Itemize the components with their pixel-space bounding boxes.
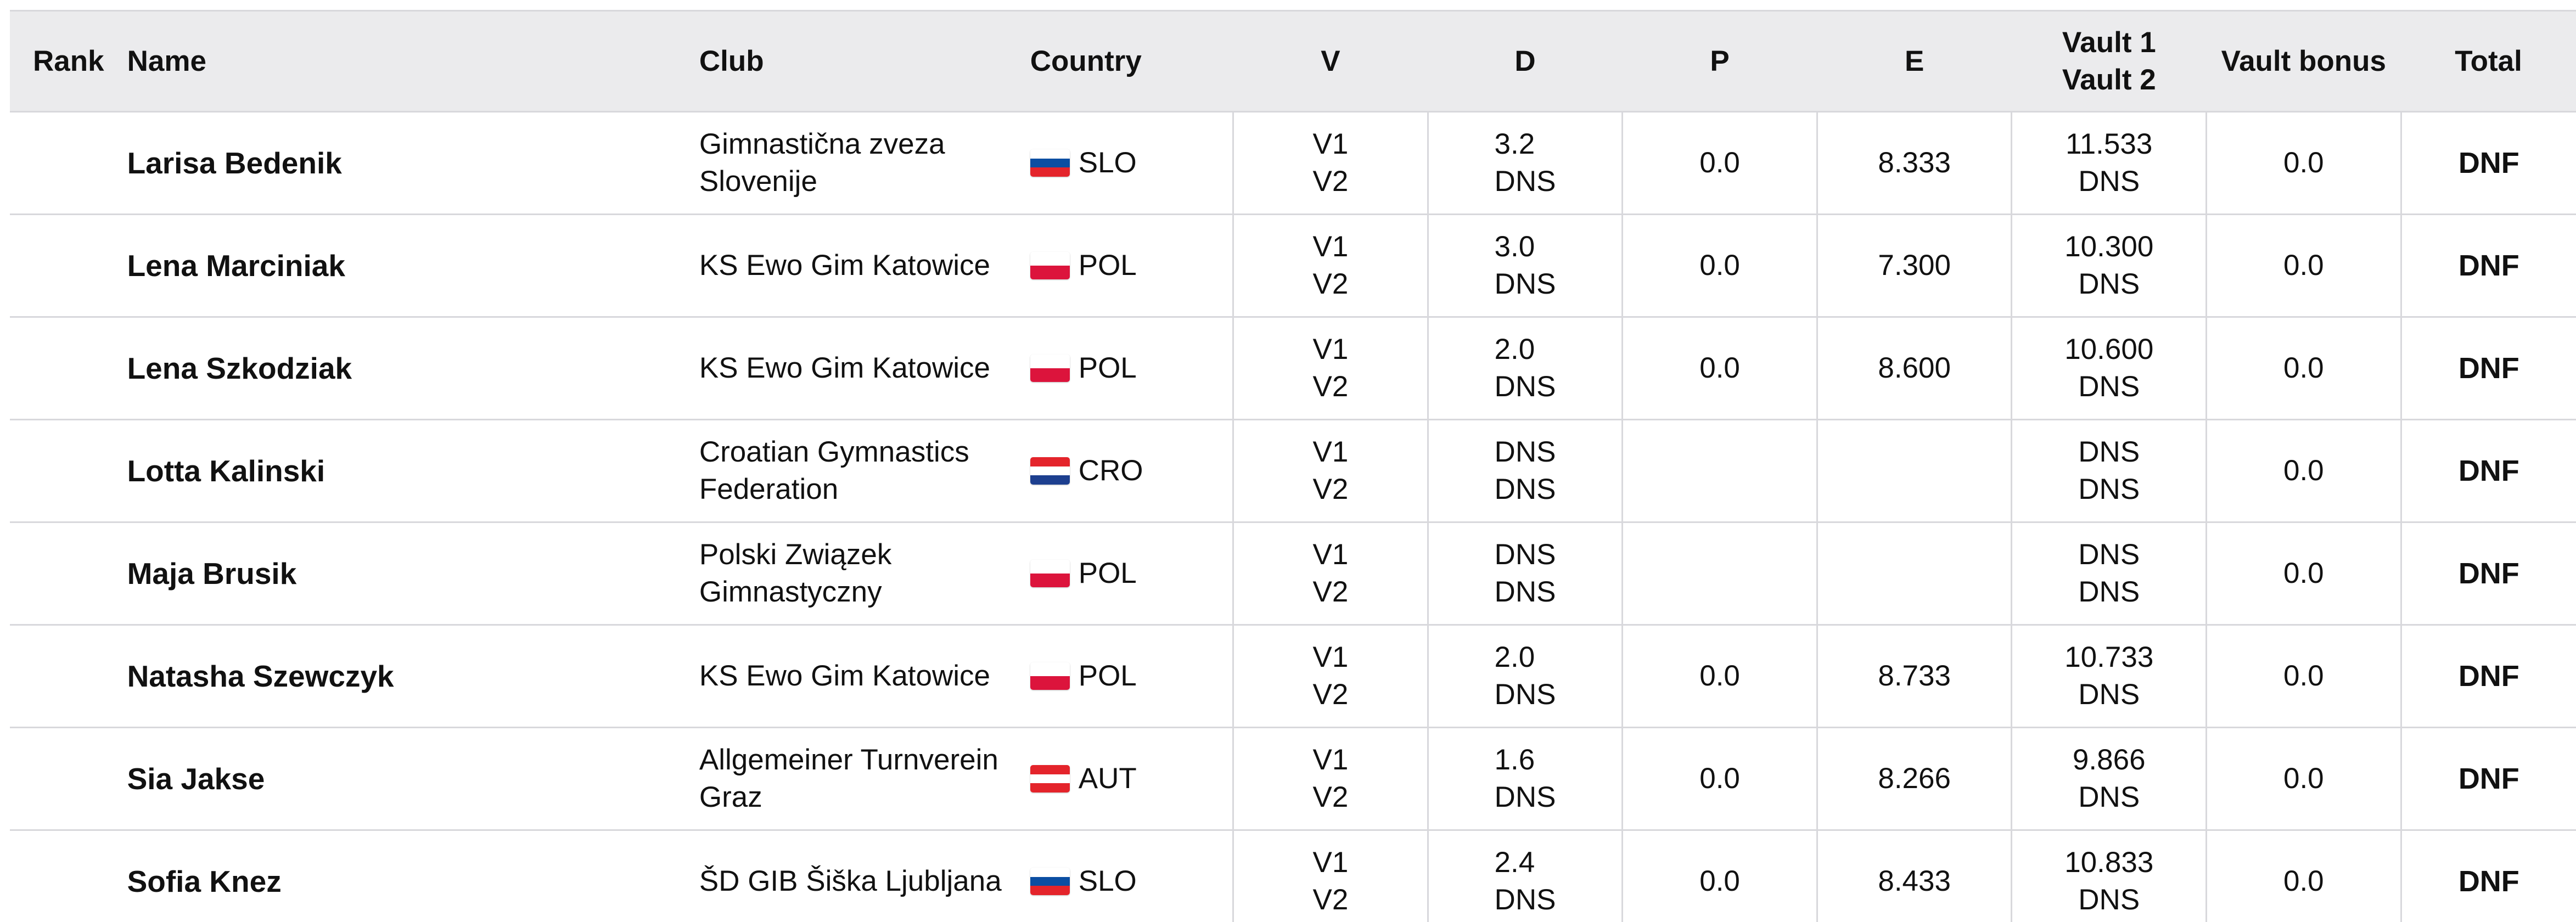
- vault-2-score: DNS: [2078, 576, 2140, 608]
- d-score-vault-1: DNS: [1494, 436, 1556, 468]
- country-cell: [1030, 317, 1233, 420]
- vault-number-stack: [1313, 331, 1349, 406]
- country-flag-icon: [1030, 457, 1070, 485]
- vault-2-score: DNS: [2078, 473, 2140, 505]
- country-cell: [1030, 625, 1233, 728]
- total-cell: DNF: [2401, 625, 2576, 728]
- table-header: [10, 11, 2576, 112]
- vault-1-score: 10.833: [2064, 846, 2154, 879]
- vault-score-stack: [2064, 844, 2153, 919]
- country-column-header[interactable]: Country: [1030, 11, 1233, 112]
- country-code: SLO: [1078, 865, 1137, 897]
- country-code: POL: [1078, 557, 1137, 589]
- country-flag-icon: [1030, 765, 1070, 792]
- vault-2-label: V2: [1312, 268, 1349, 300]
- total-cell: DNF: [2401, 522, 2576, 625]
- d-score-stack: [1495, 536, 1556, 611]
- flag-band: [1030, 877, 1070, 886]
- d-score-cell: [1428, 317, 1623, 420]
- d-column-header[interactable]: D: [1428, 11, 1623, 112]
- d-score-cell: [1428, 112, 1623, 215]
- vault-1-label: V1: [1312, 641, 1349, 673]
- penalty-cell: 0.0: [1623, 112, 1817, 215]
- club-name: KS Ewo Gim Katowice: [699, 317, 1030, 420]
- flag-band: [1030, 159, 1070, 168]
- country-code: CRO: [1078, 454, 1143, 487]
- country-flag-icon: [1030, 149, 1070, 177]
- country-wrap: [1030, 350, 1232, 387]
- rank-cell: [10, 215, 127, 317]
- vault-number-cell: [1233, 215, 1428, 317]
- flag-band: [1030, 149, 1070, 159]
- d-score-vault-1: DNS: [1494, 538, 1556, 571]
- vault-column-header[interactable]: [2012, 11, 2207, 112]
- vault-number-stack: [1313, 434, 1349, 508]
- d-score-vault-2: DNS: [1494, 678, 1556, 711]
- e-score-cell: 8.333: [1817, 112, 2012, 215]
- club-column-header[interactable]: Club: [699, 11, 1030, 112]
- vault-1-label: V1: [1312, 231, 1349, 263]
- flag-band: [1030, 560, 1070, 574]
- d-score-vault-1: 2.0: [1494, 333, 1535, 366]
- country-code: AUT: [1078, 762, 1137, 795]
- e-score-cell: [1817, 522, 2012, 625]
- vault-score-cell: [2012, 215, 2207, 317]
- club-name: ŠD GIB Šiška Ljubljana: [699, 830, 1030, 922]
- rank-cell: [10, 112, 127, 215]
- d-score-vault-2: DNS: [1494, 473, 1556, 505]
- athlete-name: Lena Marciniak: [127, 215, 699, 317]
- d-score-vault-1: 2.4: [1494, 846, 1535, 879]
- vault-score-cell: [2012, 830, 2207, 922]
- vault-number-cell: [1233, 522, 1428, 625]
- table-row[interactable]: [10, 112, 2576, 215]
- d-score-stack: [1495, 126, 1556, 200]
- total-cell: DNF: [2401, 317, 2576, 420]
- country-cell: [1030, 830, 1233, 922]
- table-row[interactable]: [10, 522, 2576, 625]
- vault-2-score: DNS: [2078, 781, 2140, 813]
- vault-score-stack: [2078, 434, 2140, 508]
- country-wrap: [1030, 863, 1232, 900]
- vault-bonus-cell: 0.0: [2207, 522, 2401, 625]
- club-name: Polski Związek Gimnastyczny: [699, 522, 1030, 625]
- table-row[interactable]: [10, 420, 2576, 522]
- country-flag-icon: [1030, 355, 1070, 382]
- header-row: [10, 11, 2576, 112]
- athlete-name: Lena Szkodziak: [127, 317, 699, 420]
- vault-number-cell: [1233, 830, 1428, 922]
- vault-1-score: 9.866: [2072, 744, 2146, 776]
- rank-cell: [10, 522, 127, 625]
- vault-number-cell: [1233, 112, 1428, 215]
- vault-bonus-cell: 0.0: [2207, 317, 2401, 420]
- table-body: [10, 112, 2576, 922]
- d-score-stack: [1495, 639, 1556, 713]
- v-column-header[interactable]: V: [1233, 11, 1428, 112]
- total-cell: DNF: [2401, 215, 2576, 317]
- vault-score-stack: [2064, 639, 2153, 713]
- vault-bonus-cell: 0.0: [2207, 112, 2401, 215]
- flag-band: [1030, 774, 1070, 784]
- flag-band: [1030, 765, 1070, 774]
- flag-band: [1030, 167, 1070, 177]
- flag-band: [1030, 457, 1070, 466]
- vault-1-label: V1: [1312, 538, 1349, 571]
- table-row[interactable]: [10, 625, 2576, 728]
- vault-number-cell: [1233, 728, 1428, 830]
- country-code: POL: [1078, 352, 1137, 384]
- country-cell: [1030, 215, 1233, 317]
- country-cell: [1030, 112, 1233, 215]
- club-name: KS Ewo Gim Katowice: [699, 625, 1030, 728]
- d-score-cell: [1428, 420, 1623, 522]
- vault-bonus-cell: 0.0: [2207, 728, 2401, 830]
- country-cell: [1030, 420, 1233, 522]
- vault-1-score: DNS: [2078, 436, 2140, 468]
- country-code: POL: [1078, 660, 1137, 692]
- vault-score-cell: [2012, 420, 2207, 522]
- vault-bonus-column-header[interactable]: Vault bonus: [2207, 11, 2401, 112]
- country-flag-icon: [1030, 868, 1070, 895]
- rank-cell: [10, 830, 127, 922]
- vault-number-stack: [1313, 536, 1349, 611]
- d-score-vault-2: DNS: [1494, 576, 1556, 608]
- vault-2-score: DNS: [2078, 678, 2140, 711]
- vault-2-label: V2: [1312, 678, 1349, 711]
- d-score-stack: [1495, 741, 1556, 816]
- vault-number-stack: [1313, 741, 1349, 816]
- vault-1-label: V1: [1312, 846, 1349, 879]
- d-score-vault-2: DNS: [1494, 370, 1556, 403]
- d-score-vault-1: 3.2: [1494, 128, 1535, 160]
- d-score-vault-2: DNS: [1494, 268, 1556, 300]
- athlete-name: Sia Jakse: [127, 728, 699, 830]
- rank-cell: [10, 317, 127, 420]
- table-row[interactable]: [10, 215, 2576, 317]
- d-score-stack: [1495, 844, 1556, 919]
- penalty-cell: 0.0: [1623, 317, 1817, 420]
- penalty-cell: 0.0: [1623, 215, 1817, 317]
- e-column-header[interactable]: E: [1817, 11, 2012, 112]
- d-score-stack: [1495, 331, 1556, 406]
- vault-number-stack: [1313, 639, 1349, 713]
- d-score-cell: [1428, 830, 1623, 922]
- d-score-cell: [1428, 215, 1623, 317]
- d-score-cell: [1428, 728, 1623, 830]
- vault-2-score: DNS: [2078, 268, 2140, 300]
- total-cell: DNF: [2401, 830, 2576, 922]
- rank-cell: [10, 420, 127, 522]
- flag-band: [1030, 466, 1070, 476]
- athlete-name: Sofia Knez: [127, 830, 699, 922]
- country-flag-icon: [1030, 662, 1070, 690]
- results-table-container: [10, 10, 2576, 922]
- e-score-cell: 8.266: [1817, 728, 2012, 830]
- athlete-name: Lotta Kalinski: [127, 420, 699, 522]
- vault-number-cell: [1233, 625, 1428, 728]
- vault-number-stack: [1313, 844, 1349, 919]
- vault-score-stack: [2078, 536, 2140, 611]
- d-score-stack: [1495, 228, 1556, 303]
- country-cell: [1030, 522, 1233, 625]
- athlete-name: Larisa Bedenik: [127, 112, 699, 215]
- flag-band: [1030, 266, 1070, 279]
- athlete-name: Natasha Szewczyk: [127, 625, 699, 728]
- flag-band: [1030, 574, 1070, 587]
- club-name: Allgemeiner Turnverein Graz: [699, 728, 1030, 830]
- athlete-name: Maja Brusik: [127, 522, 699, 625]
- club-name: KS Ewo Gim Katowice: [699, 215, 1030, 317]
- vault-number-stack: [1313, 126, 1349, 200]
- country-wrap: [1030, 452, 1232, 490]
- country-wrap: [1030, 555, 1232, 592]
- vault-1-label: V1: [1312, 436, 1349, 468]
- country-flag-icon: [1030, 560, 1070, 587]
- country-wrap: [1030, 144, 1232, 182]
- vault-score-stack: [2064, 228, 2153, 303]
- vault-2-label: V2: [1312, 370, 1349, 403]
- vault-1-score: 10.733: [2064, 641, 2154, 673]
- flag-band: [1030, 475, 1070, 485]
- vault-2-score: DNS: [2078, 165, 2140, 198]
- d-score-vault-1: 3.0: [1494, 231, 1535, 263]
- vault-score-stack: [2064, 331, 2153, 406]
- country-wrap: [1030, 657, 1232, 695]
- vault-number-stack: [1313, 228, 1349, 303]
- vault-score-cell: [2012, 728, 2207, 830]
- country-cell: [1030, 728, 1233, 830]
- vault-2-score: DNS: [2078, 884, 2140, 916]
- d-score-stack: [1495, 434, 1556, 508]
- vault-2-label: V2: [1312, 473, 1349, 505]
- name-column-header[interactable]: Name: [127, 11, 699, 112]
- e-score-cell: 8.733: [1817, 625, 2012, 728]
- flag-band: [1030, 676, 1070, 690]
- vault-2-label: V2: [1312, 781, 1349, 813]
- results-table: [10, 10, 2576, 922]
- club-name: Gimnastična zveza Slovenije: [699, 112, 1030, 215]
- p-column-header[interactable]: P: [1623, 11, 1817, 112]
- d-score-cell: [1428, 522, 1623, 625]
- total-cell: DNF: [2401, 728, 2576, 830]
- flag-band: [1030, 252, 1070, 266]
- flag-band: [1030, 868, 1070, 877]
- flag-band: [1030, 886, 1070, 895]
- vault-bonus-cell: 0.0: [2207, 420, 2401, 522]
- d-score-vault-1: 1.6: [1494, 744, 1535, 776]
- total-cell: DNF: [2401, 420, 2576, 522]
- vault-score-cell: [2012, 522, 2207, 625]
- e-score-cell: 8.433: [1817, 830, 2012, 922]
- d-score-cell: [1428, 625, 1623, 728]
- flag-band: [1030, 355, 1070, 368]
- vault-1-score: 11.533: [2066, 128, 2153, 160]
- flag-band: [1030, 368, 1070, 382]
- d-score-vault-2: DNS: [1494, 781, 1556, 813]
- country-code: SLO: [1078, 147, 1137, 179]
- total-column-header[interactable]: Total: [2401, 11, 2576, 112]
- vault-score-cell: [2012, 317, 2207, 420]
- e-score-cell: [1817, 420, 2012, 522]
- vault-2-label: V2: [1312, 165, 1349, 198]
- vault-bonus-cell: 0.0: [2207, 830, 2401, 922]
- vault-score-stack: [2066, 126, 2152, 200]
- vault-number-cell: [1233, 420, 1428, 522]
- penalty-cell: [1623, 420, 1817, 522]
- vault-number-cell: [1233, 317, 1428, 420]
- vault-bonus-cell: 0.0: [2207, 215, 2401, 317]
- vault-score-cell: [2012, 625, 2207, 728]
- vault-1-label: V1: [1312, 333, 1349, 366]
- vault-score-cell: [2012, 112, 2207, 215]
- total-cell: DNF: [2401, 112, 2576, 215]
- country-code: POL: [1078, 249, 1137, 282]
- vault-1-label: V1: [1312, 744, 1349, 776]
- rank-cell: [10, 625, 127, 728]
- rank-column-header[interactable]: Rank: [10, 11, 127, 112]
- d-score-vault-2: DNS: [1494, 165, 1556, 198]
- penalty-cell: 0.0: [1623, 830, 1817, 922]
- flag-band: [1030, 662, 1070, 676]
- vault-1-score: DNS: [2078, 538, 2140, 571]
- d-score-vault-1: 2.0: [1494, 641, 1535, 673]
- vault-1-score: 10.600: [2064, 333, 2154, 366]
- e-score-cell: 8.600: [1817, 317, 2012, 420]
- vault-score-stack: [2073, 741, 2146, 816]
- vault-2-label: V2: [1312, 576, 1349, 608]
- vault-1-header-label: Vault 1: [2062, 26, 2156, 59]
- rank-cell: [10, 728, 127, 830]
- vault-2-label: V2: [1312, 884, 1349, 916]
- country-wrap: [1030, 247, 1232, 284]
- table-row[interactable]: [10, 830, 2576, 922]
- penalty-cell: [1623, 522, 1817, 625]
- vault-bonus-cell: 0.0: [2207, 625, 2401, 728]
- vault-2-score: DNS: [2078, 370, 2140, 403]
- table-row[interactable]: [10, 317, 2576, 420]
- vault-1-label: V1: [1312, 128, 1349, 160]
- country-wrap: [1030, 760, 1232, 797]
- penalty-cell: 0.0: [1623, 625, 1817, 728]
- e-score-cell: 7.300: [1817, 215, 2012, 317]
- flag-band: [1030, 783, 1070, 792]
- table-row[interactable]: [10, 728, 2576, 830]
- club-name: Croatian Gymnastics Federation: [699, 420, 1030, 522]
- vault-2-header-label: Vault 2: [2062, 63, 2156, 96]
- country-flag-icon: [1030, 252, 1070, 279]
- vault-1-score: 10.300: [2064, 231, 2154, 263]
- penalty-cell: 0.0: [1623, 728, 1817, 830]
- d-score-vault-2: DNS: [1494, 884, 1556, 916]
